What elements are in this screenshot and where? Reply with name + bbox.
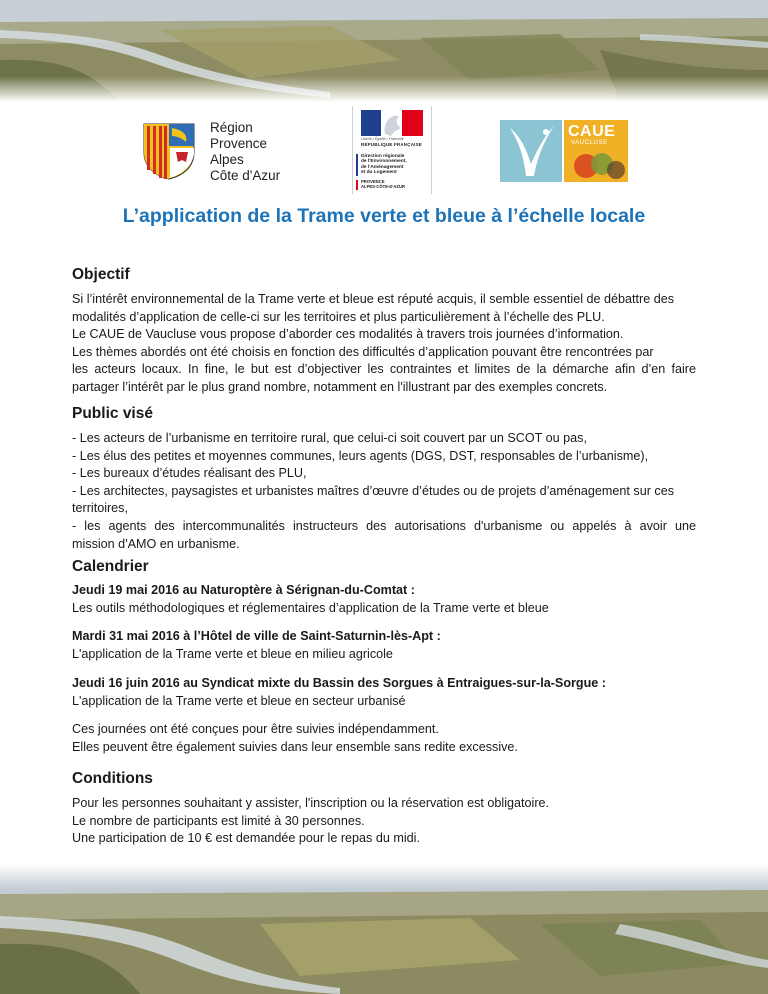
objectif-line: Les thèmes abordés ont été choisis en fonction des difficultés d’application pouvant être rencontrées par: [72, 344, 654, 359]
caue-vaucluse-logo: [500, 120, 628, 182]
event-topic: Les outils méthodologiques et réglementaires d’application de la Trame verte et bleue: [72, 600, 549, 615]
calendrier-event: [72, 628, 696, 663]
objectif-line: modalités d’application de celle-ci sur les territoires et plus particulièrement à l’échelle des PLU.: [72, 309, 605, 324]
event-topic: L'application de la Trame verte et bleue en milieu agricole: [72, 646, 393, 661]
public-line: - Les bureaux d’études réalisant des PLU,: [72, 466, 307, 481]
conditions-text: [72, 795, 696, 848]
prefecture-direction-line: de l'Aménagement: [361, 164, 404, 170]
calendrier-note: Ces journées ont été conçues pour être suivies indépendamment.: [72, 722, 439, 736]
prefecture-direction-line: Direction régionale: [361, 154, 405, 159]
footer-landscape-photo: [0, 864, 768, 994]
event-topic: L'application de la Trame verte et bleue en secteur urbanisé: [72, 693, 406, 708]
prefecture-direction-line: et du Logement: [361, 170, 397, 176]
section-heading-calendrier: Calendrier: [72, 558, 149, 575]
calendrier-notes: [72, 721, 696, 756]
region-name-line: Alpes: [210, 152, 244, 167]
caue-name: CAUE: [568, 123, 616, 140]
public-line: - Les architectes, paysagistes et urbanistes maîtres d’œuvre d’études ou de projets d’aménagement sur ces: [72, 483, 675, 498]
public-line: mission d'AMO en urbanisme.: [72, 536, 240, 551]
conditions-line: Une participation de 10 € est demandée pour le repas du midi.: [72, 831, 420, 846]
event-date: Jeudi 19 mai 2016 au Naturoptère à Sérignan-du-Comtat :: [72, 583, 415, 597]
region-paca-logo: [142, 120, 292, 182]
event-date: Mardi 31 mai 2016 à l’Hôtel de ville de Saint-Saturnin-lès-Apt :: [72, 629, 441, 643]
public-line: - les agents des intercommunalités instructeurs des autorisations d'urbanisme ou appelés à avoir une: [72, 518, 696, 533]
caue-sub: VAUCLUSE: [571, 140, 608, 146]
caue-v-mark-icon: [500, 120, 562, 182]
objectif-line: les acteurs locaux. In fine, le but est d’objectiver les contraintes et limites de la démarche afin d’en faire: [72, 362, 696, 377]
public-line: - Les acteurs de l’urbanisme en territoire rural, que celui-ci soit couvert par un SCOT ou pas,: [72, 431, 587, 445]
header-landscape-photo: [0, 0, 768, 102]
marianne-flag-icon: [361, 110, 423, 136]
section-heading-public: Public visé: [72, 405, 153, 422]
prefecture-dreal-logo: [352, 106, 432, 194]
public-line: territoires,: [72, 501, 128, 516]
calendrier-event: [72, 582, 696, 617]
prefecture-region-line: PROVENCE: [361, 179, 385, 184]
public-line: - Les élus des petites et moyennes communes, leurs agents (DGS, DST, responsables de l’urbanisme),: [72, 448, 649, 463]
conditions-line: Pour les personnes souhaitant y assister, l'inscription ou la réservation est obligatoire.: [72, 796, 550, 810]
region-name-line: Provence: [210, 136, 268, 151]
prefecture-direction-line: de l'Environnement,: [361, 159, 407, 165]
objectif-line: Le CAUE de Vaucluse vous propose d’aborder ces modalités à travers trois journées d’information.: [72, 327, 624, 342]
calendrier-event: [72, 675, 696, 710]
region-name-line: Côte d'Azur: [210, 168, 281, 183]
objectif-line: partager l’intérêt par le plus grand nombre, notamment en l'illustrant par des exemples concrets.: [72, 379, 608, 394]
prefecture-motto: Liberté • Égalité • Fraternité: [361, 137, 404, 141]
caue-illustration-icon: [564, 120, 628, 182]
objectif-line: Si l’intérêt environnemental de la Trame verte et bleue est réputé acquis, il semble essentiel de débattre des: [72, 292, 675, 306]
prefecture-republic: RÉPUBLIQUE FRANÇAISE: [361, 142, 423, 147]
section-heading-objectif: Objectif: [72, 266, 130, 283]
event-date: Jeudi 16 juin 2016 au Syndicat mixte du Bassin des Sorgues à Entraigues-sur-la-Sorgue :: [72, 676, 606, 690]
public-text: [72, 430, 696, 553]
calendrier-note: Elles peuvent être également suivies dans leur ensemble sans redite excessive.: [72, 739, 518, 754]
region-name-line: Région: [210, 120, 253, 135]
page-title: L’application de la Trame verte et bleue à l’échelle locale: [122, 205, 646, 227]
prefecture-region-line: ALPES-CÔTE-D'AZUR: [361, 183, 406, 189]
section-heading-conditions: Conditions: [72, 770, 153, 787]
conditions-line: Le nombre de participants est limité à 30 personnes.: [72, 813, 365, 828]
objectif-text: [72, 291, 696, 397]
region-coat-of-arms-icon: [142, 122, 196, 180]
